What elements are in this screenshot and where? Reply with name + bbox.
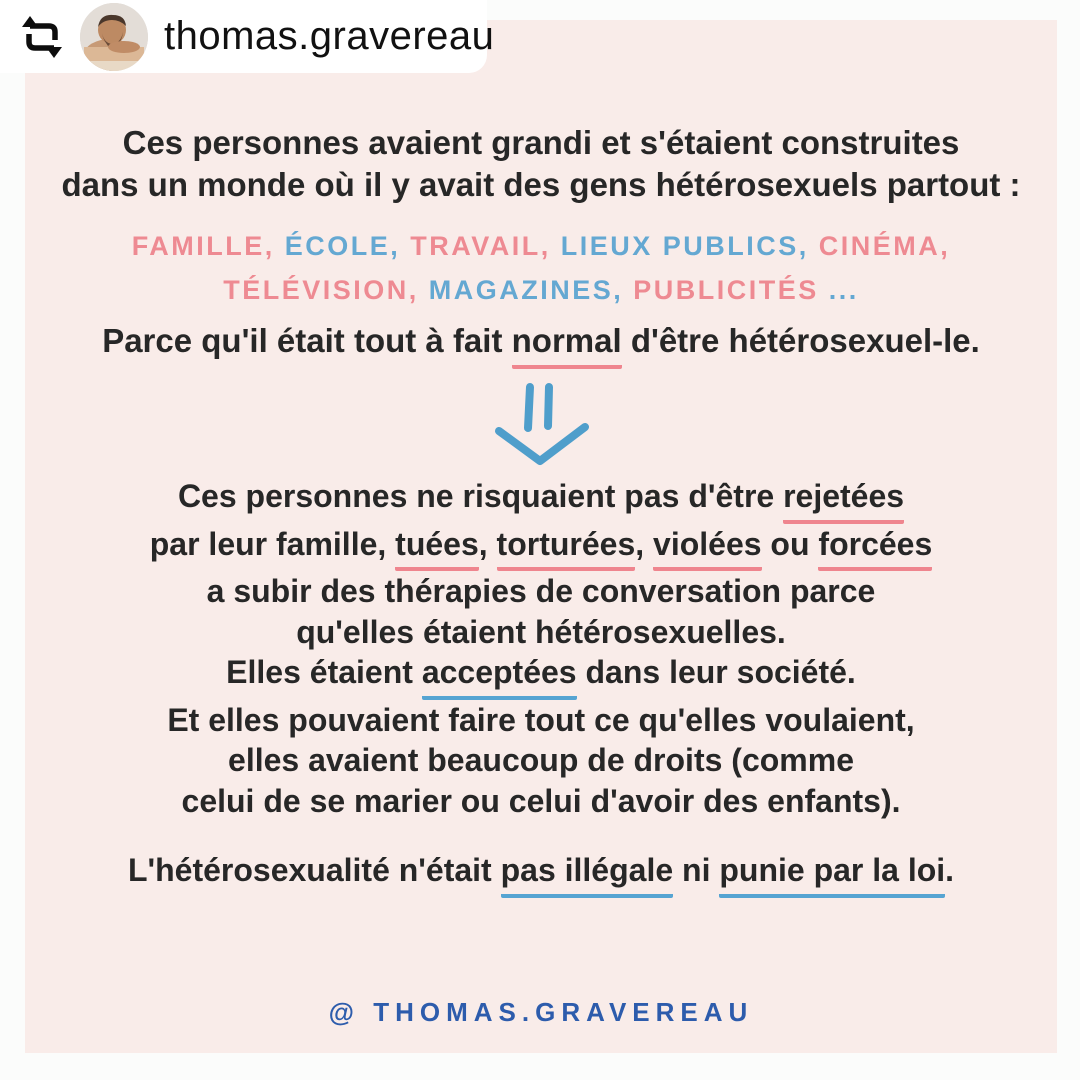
author-signature: @ THOMAS.GRAVEREAU bbox=[328, 997, 754, 1027]
body-line bbox=[25, 571, 1057, 612]
intro-line-1: Ces personnes avaient grandi et s'étaient construites bbox=[122, 124, 960, 161]
text-segment: par leur famille, bbox=[149, 525, 396, 562]
category-list bbox=[25, 224, 1057, 312]
text-segment: L'hétérosexualité n'était bbox=[127, 852, 501, 888]
body-line bbox=[25, 700, 1057, 741]
underlined-text: punie par la loi bbox=[719, 849, 945, 898]
underlined-text: normal bbox=[512, 320, 622, 369]
text-segment: a subir des thérapies de conversation parce bbox=[206, 573, 876, 609]
category-line-2 bbox=[25, 268, 1057, 312]
intro-paragraph bbox=[25, 122, 1057, 206]
text-segment: Parce qu'il était tout à fait bbox=[102, 322, 512, 359]
law-sentence bbox=[25, 849, 1057, 898]
down-arrow-icon bbox=[482, 382, 600, 468]
text-segment: . bbox=[945, 852, 955, 888]
underlined-text: pas illégale bbox=[501, 849, 674, 898]
underlined-text: tuées bbox=[395, 524, 479, 572]
reposted-username[interactable]: thomas.gravereau bbox=[164, 14, 495, 58]
normal-sentence bbox=[25, 320, 1057, 369]
text-segment: Elles étaient bbox=[226, 654, 422, 690]
colored-keyword: TRAVAIL, bbox=[410, 231, 561, 261]
text-segment: qu'elles étaient hétérosexuelles. bbox=[296, 613, 786, 650]
body-line bbox=[25, 781, 1057, 822]
avatar[interactable] bbox=[80, 3, 148, 71]
body-line bbox=[25, 652, 1057, 700]
text-segment: Et elles pouvaient faire tout ce qu'elles voulaient, bbox=[167, 701, 915, 738]
down-arrow-wrap bbox=[25, 382, 1057, 473]
colored-keyword: ... bbox=[828, 275, 859, 305]
text-segment: elles avaient beaucoup de droits (comme bbox=[228, 742, 854, 778]
body-line bbox=[25, 524, 1057, 572]
text-segment: dans leur société. bbox=[576, 654, 856, 690]
underlined-text: torturées bbox=[497, 524, 636, 572]
body-line bbox=[25, 740, 1057, 781]
text-segment: ni bbox=[673, 852, 720, 888]
colored-keyword: LIEUX PUBLICS, bbox=[560, 231, 819, 261]
text-segment: ou bbox=[761, 525, 819, 562]
body-line bbox=[25, 476, 1057, 524]
avatar-illustration bbox=[80, 3, 148, 71]
text-segment: , bbox=[478, 525, 497, 562]
category-line-1 bbox=[25, 224, 1057, 268]
body-paragraph bbox=[25, 476, 1057, 821]
text-segment: , bbox=[635, 525, 654, 562]
underlined-text: violées bbox=[653, 524, 762, 572]
repost-attribution-bar bbox=[0, 0, 495, 73]
colored-keyword: MAGAZINES, bbox=[428, 275, 634, 305]
intro-line-2: dans un monde où il y avait des gens hétérosexuels partout : bbox=[61, 166, 1021, 203]
text-segment: celui de se marier ou celui d'avoir des enfants). bbox=[181, 782, 901, 819]
text-segment: d'être hétérosexuel-le. bbox=[621, 322, 980, 359]
colored-keyword: TÉLÉVISION, bbox=[223, 275, 429, 305]
text-segment: Ces personnes ne risquaient pas d'être bbox=[177, 478, 784, 514]
underlined-text: rejetées bbox=[783, 476, 904, 524]
post-card bbox=[25, 20, 1057, 1053]
colored-keyword: ÉCOLE, bbox=[284, 231, 411, 261]
colored-keyword: FAMILLE, bbox=[131, 231, 285, 261]
colored-keyword: PUBLICITÉS bbox=[633, 275, 829, 305]
underlined-text: forcées bbox=[818, 524, 932, 572]
repost-icon bbox=[18, 11, 66, 63]
underlined-text: acceptées bbox=[422, 652, 577, 700]
body-line bbox=[25, 612, 1057, 653]
colored-keyword: CINÉMA, bbox=[818, 231, 951, 261]
